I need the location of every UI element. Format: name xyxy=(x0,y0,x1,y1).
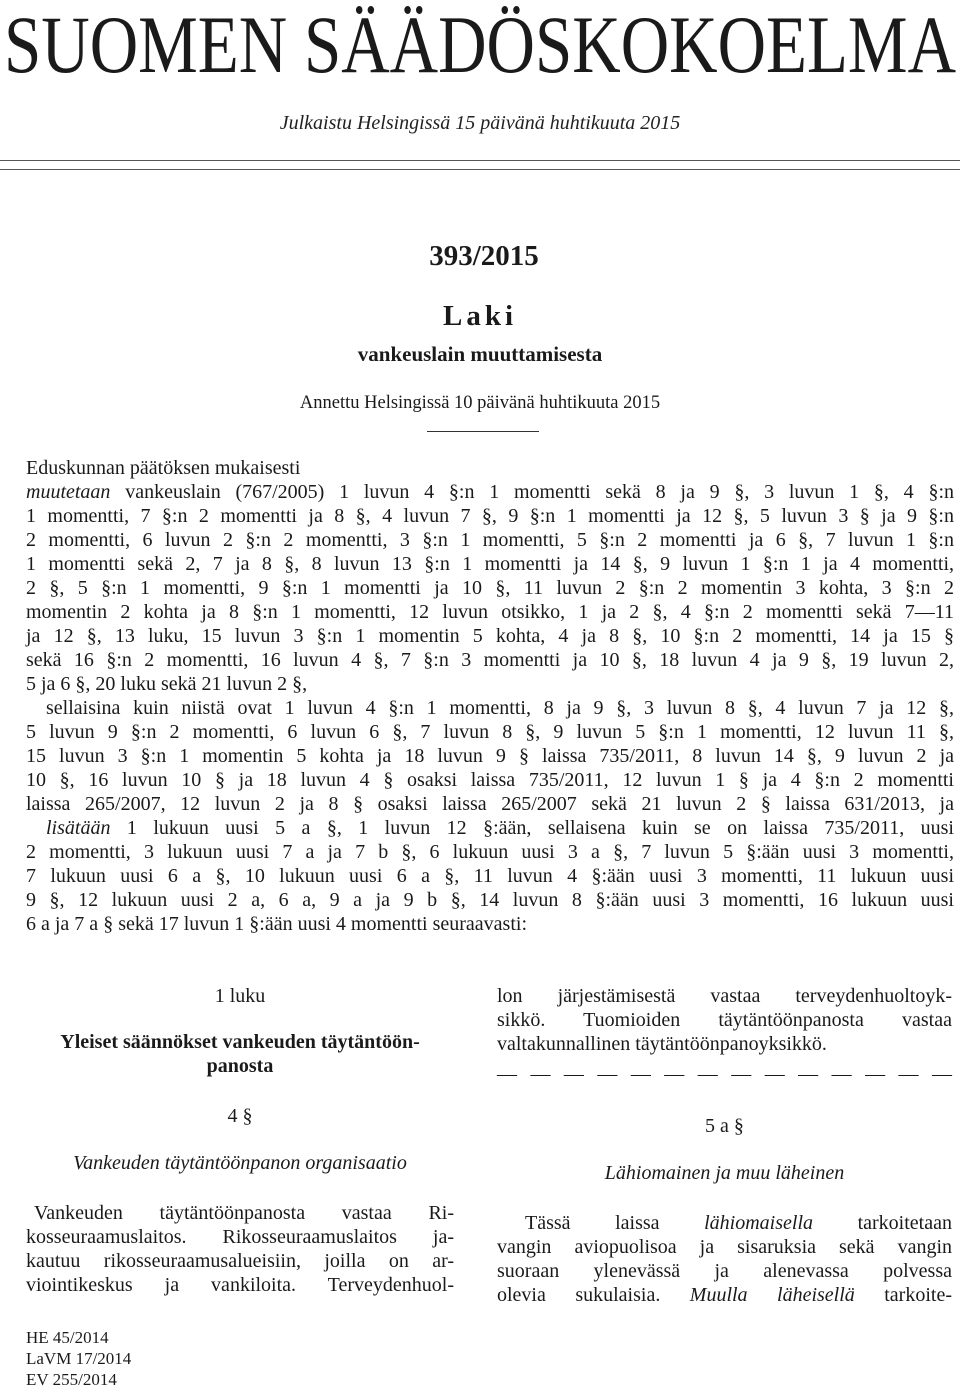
defined-term: lähiomaisella xyxy=(704,1212,814,1234)
section-title: Vankeuden täytäntöönpanon organisaatio xyxy=(73,1152,407,1174)
preamble-line: sekä 16 §:n 2 momentti, 16 luvun 4 §, 7 §:n 3 momentti ja 10 §, 18 luvun 4 ja 9 §, 19 luvun 2, xyxy=(26,649,954,671)
chapter-title-cont: panosta xyxy=(206,1055,274,1077)
body-line: suoraan ylenevässä ja alenevassa polvessa xyxy=(497,1260,952,1282)
preamble-line: 2 momentti, 6 luvun 2 §:n 2 momentti, 3 §:n 1 momentti, 5 §:n 2 momentti ja 6 §, 7 luvun 1 §:n xyxy=(26,529,954,551)
body-line xyxy=(497,1211,952,1235)
legislative-references xyxy=(26,1327,131,1390)
section-number: 4 § xyxy=(227,1105,253,1127)
right-column xyxy=(497,984,952,1307)
body-text: tarkoitetaan xyxy=(813,1212,952,1234)
preamble-line: sellaisina kuin niistä ovat 1 luvun 4 §:n 1 momentti, 8 ja 9 §, 3 luvun 8 §, 4 luvun 7 ja 12 §, xyxy=(46,697,954,719)
preamble-line: 5 ja 6 §, 20 luku sekä 21 luvun 2 §, xyxy=(26,673,308,695)
reference-line: HE 45/2014 xyxy=(26,1328,109,1347)
preamble xyxy=(26,456,954,936)
short-rule xyxy=(427,431,539,432)
preamble-line xyxy=(26,816,954,840)
body-text: olevia sukulaisia. xyxy=(497,1284,690,1306)
section-title: Lähiomainen ja muu läheinen xyxy=(604,1162,845,1184)
body-line: kautuu rikosseuraamusalueisiin, joilla on ar- xyxy=(26,1250,454,1272)
act-number: 393/2015 xyxy=(429,240,539,272)
amend-keyword: muutetaan xyxy=(26,481,111,503)
body-line: valtakunnallinen täytäntöönpanoyksikkö. xyxy=(497,1033,827,1055)
masthead xyxy=(0,2,960,80)
masthead-svg xyxy=(0,2,960,80)
preamble-text: vankeuslain (767/2005) 1 luvun 4 §:n 1 momentti sekä 8 ja 9 §, 3 luvun 1 §, 4 §:n xyxy=(110,481,954,503)
preamble-line: 15 luvun 3 §:n 1 momentin 5 kohta ja 18 luvun 9 § laissa 735/2011, 8 luvun 14 §, 9 luvun 2 ja xyxy=(26,745,954,767)
chapter-title: Yleiset säännökset vankeuden täytäntöön- xyxy=(60,1031,420,1053)
preamble-text: 1 lukuun uusi 5 a §, 1 luvun 12 §:ään, sellaisena kuin se on laissa 735/2011, uusi xyxy=(110,817,954,839)
body-line: Vankeuden täytäntöönpanosta vastaa Ri- xyxy=(34,1202,454,1224)
reference-line: EV 255/2014 xyxy=(26,1370,117,1389)
section-number: 5 a § xyxy=(705,1115,744,1137)
body-text: tarkoite- xyxy=(854,1284,952,1306)
act-given-date: Annettu Helsingissä 10 päivänä huhtikuuta 2015 xyxy=(299,393,661,413)
double-rule xyxy=(0,160,960,170)
preamble-line: 1 momentti sekä 2, 7 ja 8 §, 8 luvun 13 §:n 1 momentti ja 14 §, 9 luvun 1 §:n 1 ja 4 momentti, xyxy=(26,553,954,575)
preamble-line: 2 §, 5 §:n 1 momentti, 9 §:n 1 momentti ja 10 §, 11 luvun 2 §:n 2 momentin 3 kohta, 3 §:n 2 xyxy=(26,577,954,599)
preamble-line: 7 lukuun uusi 6 a §, 10 lukuun uusi 6 a §, 11 luvun 4 §:ään uusi 3 momentti, 11 lukuun uusi xyxy=(26,865,954,887)
preamble-line: 1 momentti, 7 §:n 2 momentti ja 8 §, 4 luvun 7 §, 9 §:n 1 momentti ja 12 §, 5 luvun 3 § ja 9 §:n xyxy=(26,505,954,527)
body-line: vangin aviopuolisoa ja sisaruksia sekä vangin xyxy=(497,1236,952,1258)
preamble-heading: Eduskunnan päätöksen mukaisesti xyxy=(26,457,301,479)
body-line: lon järjestämisestä vastaa terveydenhuoltoyk- xyxy=(497,985,952,1007)
masthead-title: SUOMEN SÄÄDÖSKOKOELMA xyxy=(4,2,956,80)
preamble-line: 6 a ja 7 a § sekä 17 luvun 1 §:ään uusi 4 momentti seuraavasti: xyxy=(26,913,527,935)
act-title: vankeuslain muuttamisesta xyxy=(357,342,603,366)
preamble-line: 10 §, 16 luvun 10 § ja 18 luvun 4 § osaksi laissa 735/2011, 12 luvun 1 § ja 4 §:n 2 momentti xyxy=(26,769,954,791)
defined-term: Muulla läheisellä xyxy=(689,1284,855,1306)
body-line: kosseuraamuslaitos. Rikosseuraamuslaitos ja- xyxy=(26,1226,454,1248)
body-line xyxy=(497,1283,952,1307)
preamble-line: laissa 265/2007, 12 luvun 2 ja 8 § osaksi laissa 265/2007 sekä 21 luvun 2 § laissa 631/2013, ja xyxy=(26,793,954,815)
left-column xyxy=(26,984,454,1297)
preamble-line: 2 momentti, 3 lukuun uusi 7 a ja 7 b §, 6 lukuun uusi 3 a §, 7 luvun 5 §:ään uusi 3 momentti, xyxy=(26,841,954,863)
body-line: viointikeskus ja vankiloita. Terveydenhuol- xyxy=(26,1274,454,1296)
act-type: Laki xyxy=(442,300,518,332)
add-keyword: lisätään xyxy=(46,817,111,839)
chapter-heading: 1 luku xyxy=(214,985,266,1007)
section-body xyxy=(497,1211,952,1307)
preamble-line: momentin 2 kohta ja 8 §:n 1 momentti, 12 luvun otsikko, 1 ja 2 §, 4 §:n 2 momentti sekä 7—11 xyxy=(26,601,954,623)
body-text: Tässä laissa xyxy=(525,1212,705,1234)
preamble-line xyxy=(26,480,954,504)
omission-separator: — — — — — — — — — — — — — — xyxy=(497,1063,952,1085)
reference-line: LaVM 17/2014 xyxy=(26,1349,132,1368)
preamble-line: 5 luvun 9 §:n 2 momentti, 6 luvun 6 §, 7 luvun 8 §, 9 luvun 5 §:n 1 momentti, 12 luvun 11 §, xyxy=(26,721,954,743)
body-line: sikkö. Tuomioiden täytäntöönpanosta vastaa xyxy=(497,1009,952,1031)
section-body xyxy=(26,1201,454,1297)
preamble-line: ja 12 §, 13 luku, 15 luvun 3 §:n 1 momentin 5 kohta, 4 ja 8 §, 10 §:n 2 momentti, 14 ja 15 § xyxy=(26,625,954,647)
preamble-line: 9 §, 12 lukuun uusi 2 a, 6 a, 9 a ja 9 b §, 14 luvun 8 §:ään uusi 3 momentti, 16 lukuun uusi xyxy=(26,889,954,911)
publication-line: Julkaistu Helsingissä 15 päivänä huhtikuuta 2015 xyxy=(279,112,681,134)
